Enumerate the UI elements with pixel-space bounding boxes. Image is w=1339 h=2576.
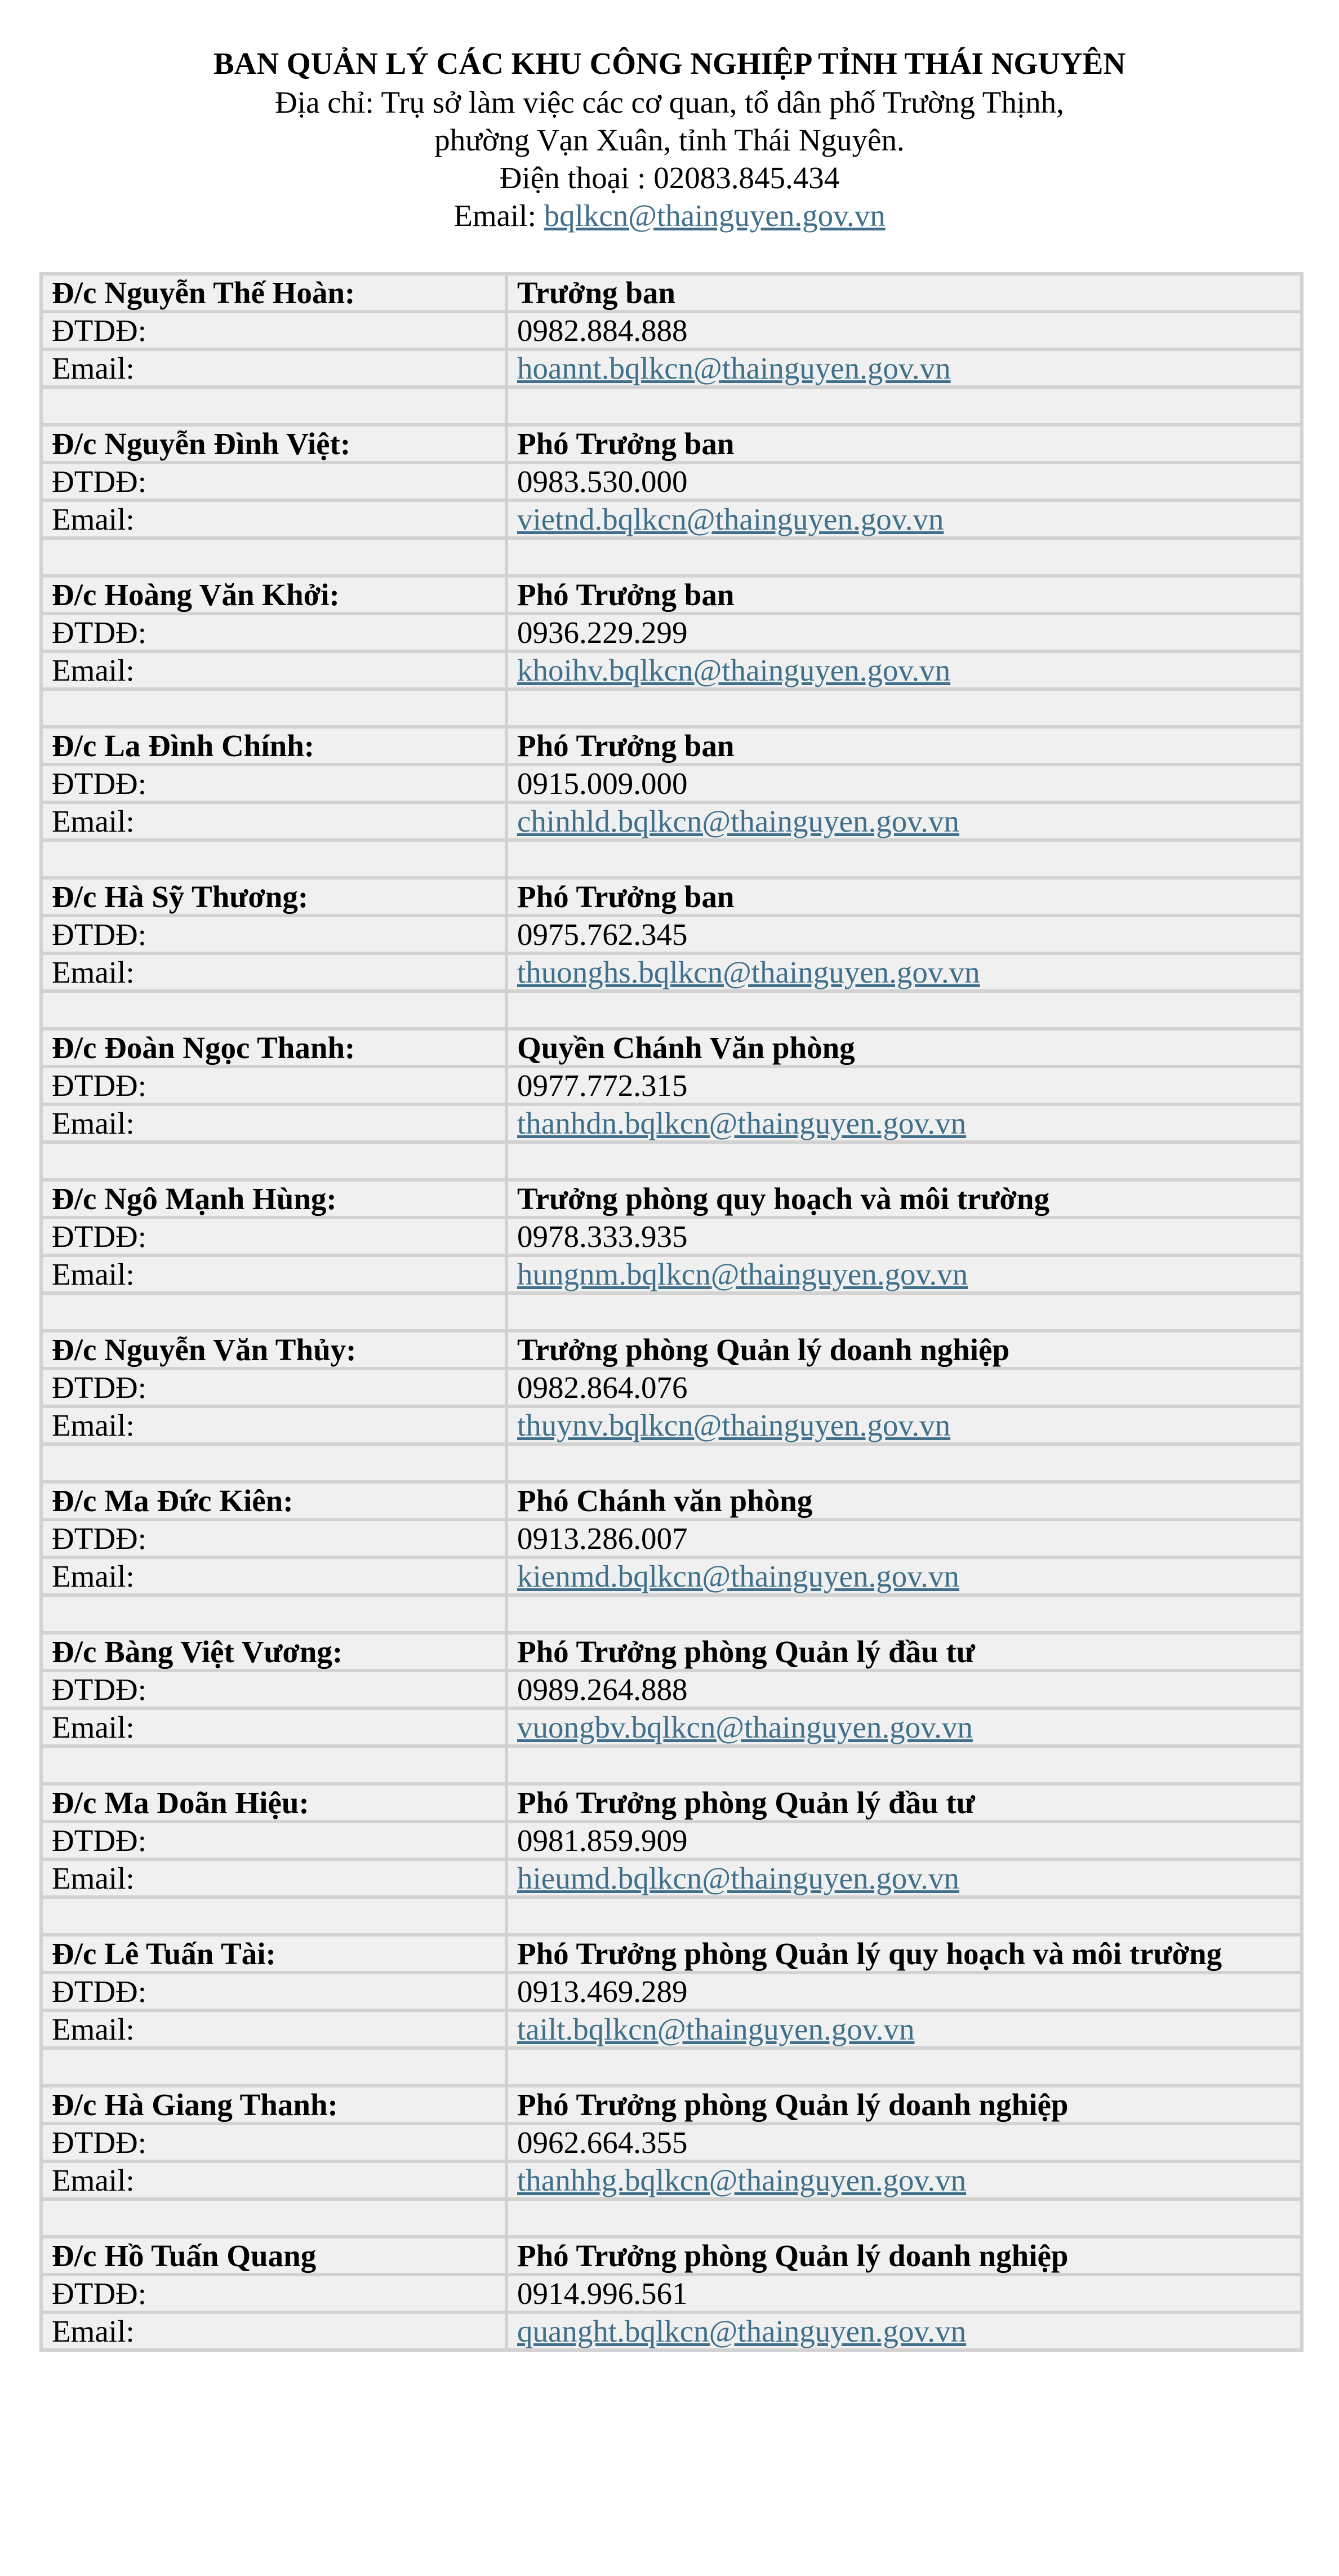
spacer-left-cell (43, 1295, 505, 1329)
phone-label-cell (43, 1370, 505, 1405)
contact-email-link[interactable]: kienmd.bqlkcn@thainguyen.gov.vn (517, 1559, 959, 1593)
contact-name-row (43, 1484, 1300, 1518)
contact-phone-cell (508, 313, 1300, 348)
spacer-row (43, 842, 1300, 876)
contact-position: Trưởng phòng quy hoạch và môi trường (517, 1182, 1049, 1216)
contact-phone-cell (508, 917, 1300, 952)
contact-phone-row (43, 1823, 1300, 1858)
contact-phone-row (43, 1521, 1300, 1556)
contact-email-row (43, 1861, 1300, 1895)
contact-email-link[interactable]: quanght.bqlkcn@thainguyen.gov.vn (517, 2314, 967, 2348)
phone-label-cell (43, 766, 505, 801)
contact-phone-cell (508, 1823, 1300, 1858)
contact-position-cell (508, 427, 1300, 461)
contact-position: Phó Trưởng phòng Quản lý đầu tư (517, 1786, 975, 1820)
contact-email-link-cell (508, 2163, 1300, 2197)
spacer-left-cell (43, 389, 505, 423)
organization-title: BAN QUẢN LÝ CÁC KHU CÔNG NGHIỆP TỈNH THÁI NGUYÊN (213, 46, 1126, 81)
email-label-cell (43, 1257, 505, 1291)
phone-label: ĐTDĐ: (52, 917, 147, 952)
contact-email-row (43, 351, 1300, 385)
email-label-cell (43, 2163, 505, 2197)
contact-phone-cell (508, 2125, 1300, 2160)
contact-name-row (43, 1182, 1300, 1216)
spacer-left-cell (43, 1748, 505, 1782)
contact-position-cell (508, 2239, 1300, 2273)
office-email-line (0, 197, 1339, 234)
contact-name: Đ/c La Đình Chính: (52, 729, 315, 763)
contact-position-cell (508, 1182, 1300, 1216)
contact-phone: 0962.664.355 (517, 2125, 688, 2160)
contact-email-link-cell (508, 2314, 1300, 2348)
contact-email-link[interactable]: thuonghs.bqlkcn@thainguyen.gov.vn (517, 955, 980, 989)
contact-email-link[interactable]: hieumd.bqlkcn@thainguyen.gov.vn (517, 1861, 959, 1895)
email-label-cell (43, 1408, 505, 1442)
email-label: Email: (52, 2163, 135, 2197)
contact-email-link[interactable]: vuongbv.bqlkcn@thainguyen.gov.vn (517, 1710, 973, 1744)
phone-label: ĐTDĐ: (52, 1068, 147, 1103)
contact-name-row (43, 2239, 1300, 2273)
contact-name-cell (43, 1484, 505, 1518)
spacer-row (43, 1899, 1300, 1933)
contact-position: Phó Trưởng phòng Quản lý quy hoạch và môi trường (517, 1937, 1222, 1971)
contact-email-row (43, 653, 1300, 687)
contact-position-cell (508, 1031, 1300, 1065)
contact-name: Đ/c Bàng Việt Vương: (52, 1635, 343, 1669)
contact-phone: 0977.772.315 (517, 1068, 688, 1103)
contact-email-row (43, 1559, 1300, 1593)
email-label-cell (43, 1861, 505, 1895)
contact-email-row (43, 1710, 1300, 1744)
email-label: Email: (52, 804, 135, 838)
contact-email-link-cell (508, 2012, 1300, 2046)
contact-name-cell (43, 2088, 505, 2122)
contact-phone-row (43, 1370, 1300, 1405)
contact-name-cell (43, 1786, 505, 1820)
phone-label: ĐTDĐ: (52, 1219, 147, 1254)
contact-email-link[interactable]: khoihv.bqlkcn@thainguyen.gov.vn (517, 653, 951, 687)
contact-name-row (43, 1786, 1300, 1820)
contact-email-row (43, 1106, 1300, 1140)
phone-label: ĐTDĐ: (52, 1974, 147, 2009)
contact-position: Phó Trưởng ban (517, 427, 735, 461)
contact-phone-row (43, 313, 1300, 348)
contact-phone-row (43, 615, 1300, 650)
spacer-row (43, 1295, 1300, 1329)
email-label-cell (43, 351, 505, 385)
spacer-row (43, 2050, 1300, 2084)
spacer-left-cell (43, 1446, 505, 1480)
email-label: Email: (52, 1861, 135, 1895)
contact-email-link-cell (508, 1257, 1300, 1291)
contact-name-row (43, 1333, 1300, 1367)
contact-phone: 0975.762.345 (517, 917, 688, 952)
office-email-label: Email: (453, 198, 544, 233)
email-label: Email: (52, 502, 135, 536)
contact-email-link-cell (508, 351, 1300, 385)
phone-label: ĐTDĐ: (52, 2125, 147, 2160)
email-label-cell (43, 1559, 505, 1593)
contact-email-link[interactable]: tailt.bqlkcn@thainguyen.gov.vn (517, 2012, 915, 2046)
spacer-row (43, 1144, 1300, 1178)
contact-position: Phó Trưởng phòng Quản lý đầu tư (517, 1635, 975, 1669)
phone-label-cell (43, 1823, 505, 1858)
contact-name-row (43, 1937, 1300, 1971)
address-line-2: phường Vạn Xuân, tỉnh Thái Nguyên. (434, 123, 905, 157)
email-label-cell (43, 653, 505, 687)
contact-phone-row (43, 1219, 1300, 1254)
spacer-right-cell (508, 1295, 1300, 1329)
spacer-row (43, 1597, 1300, 1631)
contact-position: Phó Trưởng phòng Quản lý doanh nghiệp (517, 2088, 1069, 2122)
spacer-right-cell (508, 540, 1300, 574)
spacer-row (43, 389, 1300, 423)
contact-name-cell (43, 1635, 505, 1669)
phone-label-cell (43, 1219, 505, 1254)
phone-label: ĐTDĐ: (52, 313, 147, 348)
contact-email-link-cell (508, 804, 1300, 838)
spacer-left-cell (43, 1899, 505, 1933)
phone-label-cell (43, 2125, 505, 2160)
contact-name: Đ/c Lê Tuấn Tài: (52, 1937, 276, 1971)
contact-email-link[interactable]: thanhdn.bqlkcn@thainguyen.gov.vn (517, 1106, 967, 1140)
contact-phone-row (43, 1974, 1300, 2009)
contact-position-cell (508, 1937, 1300, 1971)
spacer-right-cell (508, 1899, 1300, 1933)
spacer-row (43, 1446, 1300, 1480)
phone-label-cell (43, 1974, 505, 2009)
contact-email-link[interactable]: chinhld.bqlkcn@thainguyen.gov.vn (517, 804, 959, 838)
contact-name-cell (43, 427, 505, 461)
contact-name-row (43, 729, 1300, 763)
contact-email-row (43, 2314, 1300, 2348)
contact-phone-cell (508, 1219, 1300, 1254)
contact-name: Đ/c Nguyễn Thế Hoàn: (52, 276, 355, 310)
office-email-link[interactable]: bqlkcn@thainguyen.gov.vn (544, 198, 886, 233)
contact-phone: 0983.530.000 (517, 464, 688, 499)
contact-phone: 0915.009.000 (517, 766, 688, 801)
contact-name-cell (43, 1937, 505, 1971)
contact-phone: 0982.884.888 (517, 313, 688, 348)
contact-email-link-cell (508, 1710, 1300, 1744)
contact-position: Phó Trưởng ban (517, 880, 735, 914)
contact-position-cell (508, 1333, 1300, 1367)
spacer-left-cell (43, 2201, 505, 2235)
spacer-right-cell (508, 1748, 1300, 1782)
contact-name: Đ/c Ngô Mạnh Hùng: (52, 1182, 337, 1216)
email-label: Email: (52, 1710, 135, 1744)
contact-position: Phó Chánh văn phòng (517, 1484, 813, 1518)
contact-name: Đ/c Đoàn Ngọc Thanh: (52, 1031, 355, 1065)
contact-name-cell (43, 1182, 505, 1216)
contact-email-link-cell (508, 1861, 1300, 1895)
contact-position-cell (508, 1786, 1300, 1820)
contact-phone: 0936.229.299 (517, 615, 688, 650)
spacer-right-cell (508, 1446, 1300, 1480)
contact-email-row (43, 2163, 1300, 2197)
email-label: Email: (52, 653, 135, 687)
contact-email-row (43, 1408, 1300, 1442)
contact-position-cell (508, 729, 1300, 763)
contact-email-link-cell (508, 955, 1300, 989)
spacer-row (43, 691, 1300, 725)
spacer-left-cell (43, 1597, 505, 1631)
contact-name-cell (43, 729, 505, 763)
contact-phone-cell (508, 1974, 1300, 2009)
contact-email-link-cell (508, 1408, 1300, 1442)
contact-position: Quyền Chánh Văn phòng (517, 1031, 855, 1065)
contact-name-row (43, 276, 1300, 310)
email-label: Email: (52, 2012, 135, 2046)
email-label-cell (43, 1710, 505, 1744)
contact-name-cell (43, 2239, 505, 2273)
email-label: Email: (52, 351, 135, 385)
contact-name: Đ/c Ma Đức Kiên: (52, 1484, 293, 1518)
spacer-left-cell (43, 993, 505, 1027)
contact-email-link-cell (508, 502, 1300, 536)
contact-email-link-cell (508, 653, 1300, 687)
contact-position: Trưởng ban (517, 276, 675, 310)
contact-name-row (43, 1031, 1300, 1065)
contact-phone-row (43, 2125, 1300, 2160)
contact-phone: 0913.286.007 (517, 1521, 688, 1556)
contact-phone-cell (508, 1068, 1300, 1103)
phone-label-cell (43, 464, 505, 499)
spacer-right-cell (508, 993, 1300, 1027)
contact-position-cell (508, 276, 1300, 310)
contact-email-row (43, 804, 1300, 838)
contact-position: Phó Trưởng ban (517, 578, 735, 612)
spacer-right-cell (508, 842, 1300, 876)
contact-name: Đ/c Nguyễn Văn Thủy: (52, 1333, 357, 1367)
contact-name-cell (43, 1333, 505, 1367)
contact-email-row (43, 502, 1300, 536)
phone-label-cell (43, 1672, 505, 1707)
contact-email-row (43, 2012, 1300, 2046)
contact-name: Đ/c Hoàng Văn Khởi: (52, 578, 340, 612)
contact-name: Đ/c Nguyễn Đình Việt: (52, 427, 351, 461)
contact-email-link-cell (508, 1106, 1300, 1140)
contact-name: Đ/c Hồ Tuấn Quang (52, 2239, 317, 2273)
phone-label-cell (43, 2276, 505, 2311)
email-label-cell (43, 804, 505, 838)
spacer-right-cell (508, 2201, 1300, 2235)
spacer-left-cell (43, 691, 505, 725)
contact-phone-row (43, 766, 1300, 801)
contact-position-cell (508, 2088, 1300, 2122)
contact-name-row (43, 578, 1300, 612)
email-label: Email: (52, 1408, 135, 1442)
phone-label: ĐTDĐ: (52, 1521, 147, 1556)
contact-position-cell (508, 880, 1300, 914)
contact-phone: 0982.864.076 (517, 1370, 688, 1405)
spacer-row (43, 1748, 1300, 1782)
contact-name-cell (43, 880, 505, 914)
contact-position: Phó Trưởng phòng Quản lý doanh nghiệp (517, 2239, 1069, 2273)
phone-label-cell (43, 917, 505, 952)
contact-phone: 0914.996.561 (517, 2276, 688, 2311)
phone-label: ĐTDĐ: (52, 2276, 147, 2311)
contact-name-cell (43, 1031, 505, 1065)
email-label: Email: (52, 1257, 135, 1291)
contact-phone-row (43, 1672, 1300, 1707)
email-label-cell (43, 2012, 505, 2046)
email-label-cell (43, 955, 505, 989)
contact-phone-cell (508, 1521, 1300, 1556)
email-label-cell (43, 2314, 505, 2348)
spacer-row (43, 2201, 1300, 2235)
contact-email-row (43, 955, 1300, 989)
contact-phone-cell (508, 2276, 1300, 2311)
email-label-cell (43, 1106, 505, 1140)
contact-name-row (43, 880, 1300, 914)
contact-email-link[interactable]: hoannt.bqlkcn@thainguyen.gov.vn (517, 351, 951, 385)
contact-email-link-cell (508, 1559, 1300, 1593)
phone-label: ĐTDĐ: (52, 615, 147, 650)
spacer-right-cell (508, 691, 1300, 725)
contact-name-row (43, 1635, 1300, 1669)
contact-name-row (43, 2088, 1300, 2122)
contact-name-row (43, 427, 1300, 461)
contact-phone-row (43, 917, 1300, 952)
contact-phone-cell (508, 1672, 1300, 1707)
contact-name-cell (43, 276, 505, 310)
contact-email-link[interactable]: thanhhg.bqlkcn@thainguyen.gov.vn (517, 2163, 967, 2197)
phone-label-cell (43, 615, 505, 650)
phone-label-cell (43, 1521, 505, 1556)
phone-label: ĐTDĐ: (52, 766, 147, 801)
contact-name: Đ/c Hà Sỹ Thương: (52, 880, 309, 914)
phone-label: ĐTDĐ: (52, 1370, 147, 1405)
contact-phone: 0989.264.888 (517, 1672, 688, 1707)
document-header (0, 44, 1339, 234)
phone-label: ĐTDĐ: (52, 464, 147, 499)
contacts-table-body (43, 276, 1300, 2348)
contact-phone: 0981.859.909 (517, 1823, 688, 1858)
contact-position: Phó Trưởng ban (517, 729, 735, 763)
contact-email-link[interactable]: hungnm.bqlkcn@thainguyen.gov.vn (517, 1257, 968, 1291)
phone-label: ĐTDĐ: (52, 1672, 147, 1707)
address-line-1: Địa chỉ: Trụ sở làm việc các cơ quan, tổ dân phố Trường Thịnh, (275, 85, 1064, 119)
email-label: Email: (52, 1106, 135, 1140)
spacer-right-cell (508, 389, 1300, 423)
spacer-row (43, 540, 1300, 574)
contact-email-row (43, 1257, 1300, 1291)
email-label-cell (43, 502, 505, 536)
contact-name: Đ/c Hà Giang Thanh: (52, 2088, 338, 2122)
contact-phone-cell (508, 1370, 1300, 1405)
contact-phone: 0913.469.289 (517, 1974, 688, 2009)
spacer-left-cell (43, 540, 505, 574)
contact-phone-row (43, 464, 1300, 499)
contact-position-cell (508, 578, 1300, 612)
contact-position: Trưởng phòng Quản lý doanh nghiệp (517, 1333, 1010, 1367)
spacer-left-cell (43, 1144, 505, 1178)
email-label: Email: (52, 955, 135, 989)
contact-phone-row (43, 1068, 1300, 1103)
email-label: Email: (52, 2314, 135, 2348)
spacer-right-cell (508, 2050, 1300, 2084)
contact-position-cell (508, 1635, 1300, 1669)
contact-email-link[interactable]: vietnd.bqlkcn@thainguyen.gov.vn (517, 502, 944, 536)
spacer-right-cell (508, 1597, 1300, 1631)
spacer-right-cell (508, 1144, 1300, 1178)
contact-email-link[interactable]: thuynv.bqlkcn@thainguyen.gov.vn (517, 1408, 951, 1442)
contacts-table (39, 272, 1304, 2352)
contact-position-cell (508, 1484, 1300, 1518)
phone-label-cell (43, 1068, 505, 1103)
email-label: Email: (52, 1559, 135, 1593)
contact-phone: 0978.333.935 (517, 1219, 688, 1254)
spacer-left-cell (43, 2050, 505, 2084)
contact-phone-cell (508, 615, 1300, 650)
office-phone: Điện thoại : 02083.845.434 (499, 161, 840, 195)
phone-label: ĐTDĐ: (52, 1823, 147, 1858)
spacer-row (43, 993, 1300, 1027)
contact-name: Đ/c Ma Doãn Hiệu: (52, 1786, 309, 1820)
spacer-left-cell (43, 842, 505, 876)
contact-phone-row (43, 2276, 1300, 2311)
phone-label-cell (43, 313, 505, 348)
contact-phone-cell (508, 766, 1300, 801)
contact-name-cell (43, 578, 505, 612)
contact-phone-cell (508, 464, 1300, 499)
